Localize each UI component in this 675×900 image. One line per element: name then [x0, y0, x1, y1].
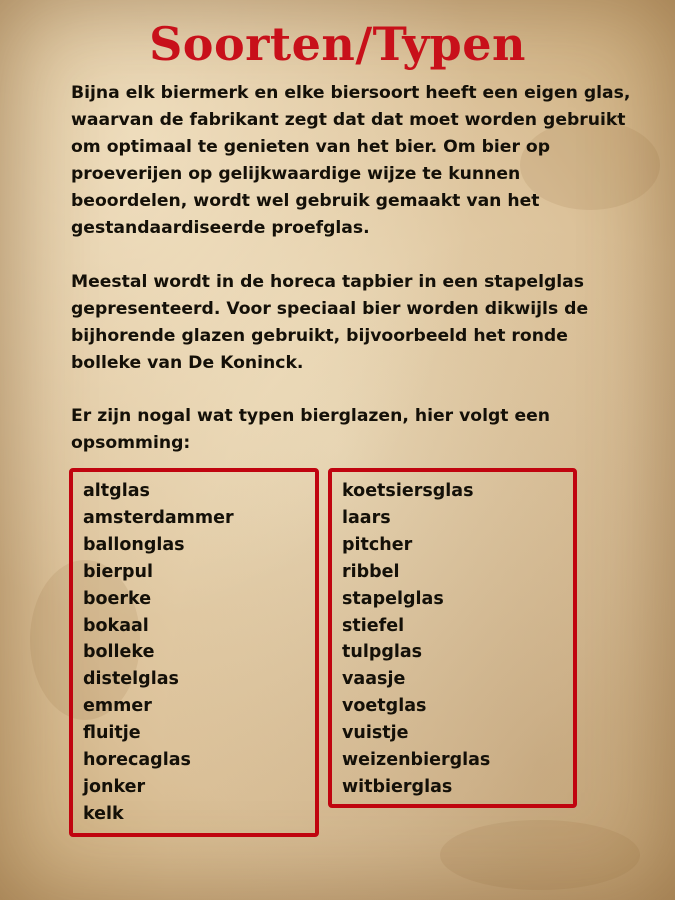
- glass-types-list-right: [328, 468, 577, 808]
- list-item: bolleke: [83, 642, 155, 663]
- list-item: pitcher: [342, 534, 413, 555]
- list-item: horecaglas: [83, 750, 191, 771]
- list-item: boerke: [83, 588, 152, 609]
- list-item: tulpglas: [342, 642, 423, 663]
- list-item: emmer: [83, 696, 152, 717]
- list-item: stapelglas: [342, 588, 444, 609]
- list-item: ballonglas: [83, 534, 185, 555]
- list-item: koetsiersglas: [342, 481, 474, 501]
- list-item: amsterdammer: [83, 507, 234, 528]
- list-item: stiefel: [342, 615, 405, 636]
- list-item: distelglas: [83, 669, 179, 690]
- page-title: Soorten/Typen: [149, 17, 526, 71]
- glass-types-list-left: [69, 468, 319, 837]
- list-item: vaasje: [342, 669, 406, 690]
- list-item: vuistje: [342, 723, 409, 744]
- paper-stain: [440, 820, 640, 890]
- list-item: kelk: [83, 803, 124, 824]
- list-item: weizenbierglas: [342, 750, 491, 771]
- list-item: fluitje: [83, 723, 141, 744]
- intro-paragraph: Bijna elk biermerk en elke biersoort heeft een eigen glas, waarvan de fabrikant zegt dat dat moet worden gebruikt om optimaal te genieten van het bier. Om bier op proeverijen op gelijkwaardige wijze te kunnen beoordelen, wordt wel gebruik gemaakt van het gestandaardiseerde proefglas.: [71, 83, 631, 238]
- list-intro-paragraph: Er zijn nogal wat typen bierglazen, hier volgt een opsomming:: [71, 406, 551, 453]
- list-item: altglas: [83, 481, 150, 501]
- list-item: bokaal: [83, 615, 149, 636]
- list-item: laars: [342, 507, 391, 528]
- list-item: voetglas: [342, 696, 427, 717]
- list-item: ribbel: [342, 561, 400, 582]
- list-item: witbierglas: [342, 776, 453, 797]
- horeca-paragraph: Meestal wordt in de horeca tapbier in een stapelglas gepresenteerd. Voor speciaal bier worden dikwijls de bijhorende glazen gebruikt, bijvoorbeeld het ronde bolleke van De Koninck.: [71, 272, 589, 373]
- list-item: jonker: [83, 776, 146, 797]
- list-item: bierpul: [83, 561, 154, 582]
